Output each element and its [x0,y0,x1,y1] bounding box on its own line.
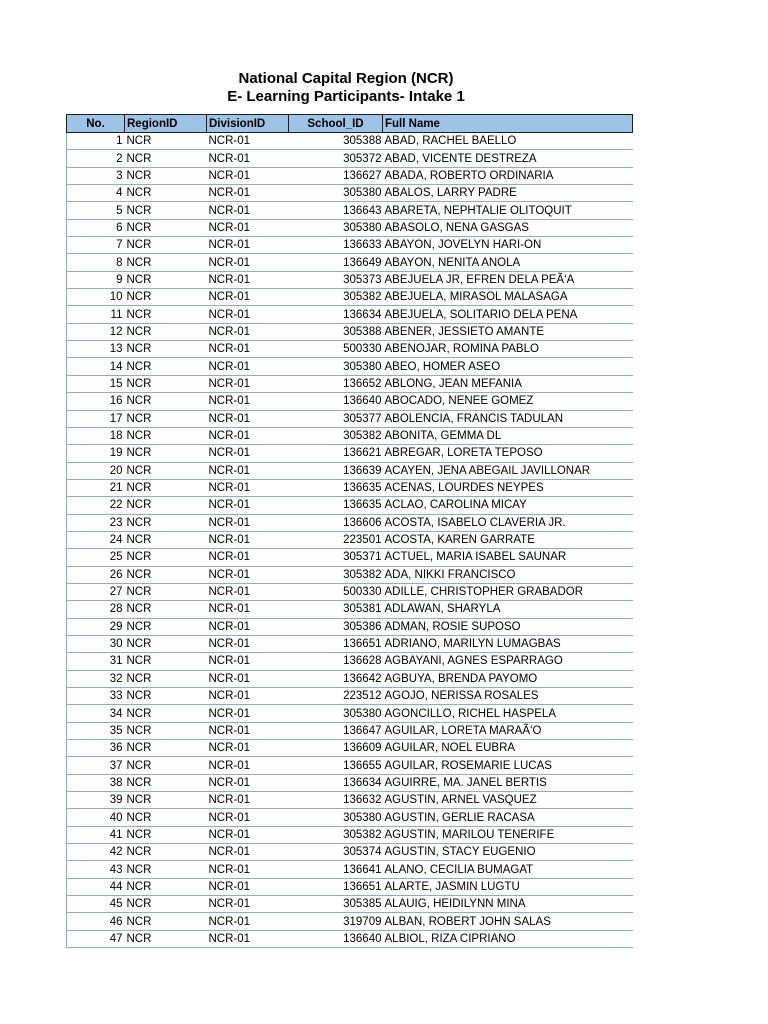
division-id-cell: NCR-01 [207,462,289,479]
division-id-cell: NCR-01 [207,306,289,323]
row-number: 40 [67,809,125,826]
school-id-cell: 305386 [289,618,383,635]
division-id-cell: NCR-01 [207,774,289,791]
table-row [67,601,633,618]
full-name-cell: ALAUIG, HEIDILYNN MINA [383,896,633,913]
school-id-cell: 136651 [289,635,383,652]
school-id-cell: 136628 [289,653,383,670]
table-row [67,757,633,774]
division-id-cell: NCR-01 [207,150,289,167]
region-id-cell: NCR [125,289,207,306]
school-id-cell: 305372 [289,150,383,167]
school-id-cell: 136606 [289,514,383,531]
division-id-cell: NCR-01 [207,688,289,705]
division-id-cell: NCR-01 [207,254,289,271]
table-row [67,566,633,583]
table-body [67,133,633,948]
school-id-cell: 136635 [289,479,383,496]
region-id-cell: NCR [125,930,207,947]
table-row [67,826,633,843]
division-id-cell: NCR-01 [207,341,289,358]
region-id-cell: NCR [125,740,207,757]
region-id-cell: NCR [125,219,207,236]
row-number: 4 [67,185,125,202]
full-name-cell: ABEO, HOMER ASEO [383,358,633,375]
region-id-cell: NCR [125,705,207,722]
school-id-cell: 305371 [289,549,383,566]
region-id-cell: NCR [125,514,207,531]
table-row [67,237,633,254]
table-row [67,792,633,809]
table-row [67,635,633,652]
row-number: 14 [67,358,125,375]
region-id-cell: NCR [125,688,207,705]
division-id-cell: NCR-01 [207,133,289,150]
table-row [67,202,633,219]
row-number: 45 [67,896,125,913]
region-id-cell: NCR [125,670,207,687]
full-name-cell: AGBUYA, BRENDA PAYOMO [383,670,633,687]
region-id-cell: NCR [125,497,207,514]
table-row [67,150,633,167]
region-id-cell: NCR [125,323,207,340]
full-name-cell: ABLONG, JEAN MEFANIA [383,375,633,392]
school-id-cell: 305382 [289,826,383,843]
row-number: 44 [67,878,125,895]
region-id-cell: NCR [125,358,207,375]
school-id-cell: 223512 [289,688,383,705]
full-name-cell: AGUILAR, ROSEMARIE LUCAS [383,757,633,774]
table-row [67,497,633,514]
page-title: National Capital Region (NCR) [238,70,454,87]
region-id-cell: NCR [125,445,207,462]
school-id-cell: 136643 [289,202,383,219]
school-id-cell: 305382 [289,427,383,444]
table-header-row [67,115,633,133]
division-id-cell: NCR-01 [207,358,289,375]
region-id-cell: NCR [125,133,207,150]
header-region-id: RegionID [125,115,207,133]
table-row [67,479,633,496]
region-id-cell: NCR [125,618,207,635]
full-name-cell: ABOCADO, NENEE GOMEZ [383,393,633,410]
row-number: 21 [67,479,125,496]
table-row [67,133,633,150]
row-number: 23 [67,514,125,531]
row-number: 18 [67,427,125,444]
school-id-cell: 136635 [289,497,383,514]
full-name-cell: ALBAN, ROBERT JOHN SALAS [383,913,633,930]
school-id-cell: 305374 [289,844,383,861]
region-id-cell: NCR [125,878,207,895]
division-id-cell: NCR-01 [207,757,289,774]
division-id-cell: NCR-01 [207,202,289,219]
school-id-cell: 319709 [289,913,383,930]
full-name-cell: AGUILAR, LORETA MARAÃ‘O [383,722,633,739]
full-name-cell: ADRIANO, MARILYN LUMAGBAS [383,635,633,652]
row-number: 2 [67,150,125,167]
row-number: 27 [67,583,125,600]
division-id-cell: NCR-01 [207,844,289,861]
row-number: 17 [67,410,125,427]
region-id-cell: NCR [125,913,207,930]
region-id-cell: NCR [125,393,207,410]
division-id-cell: NCR-01 [207,237,289,254]
table-row [67,393,633,410]
full-name-cell: ADMAN, ROSIE SUPOSO [383,618,633,635]
row-number: 11 [67,306,125,323]
row-number: 32 [67,670,125,687]
table-row [67,861,633,878]
division-id-cell: NCR-01 [207,635,289,652]
row-number: 19 [67,445,125,462]
row-number: 30 [67,635,125,652]
row-number: 33 [67,688,125,705]
division-id-cell: NCR-01 [207,514,289,531]
school-id-cell: 305381 [289,601,383,618]
division-id-cell: NCR-01 [207,583,289,600]
region-id-cell: NCR [125,271,207,288]
school-id-cell: 136621 [289,445,383,462]
table-row [67,670,633,687]
row-number: 47 [67,930,125,947]
full-name-cell: AGUILAR, NOEL EUBRA [383,740,633,757]
row-number: 6 [67,219,125,236]
full-name-cell: ADLAWAN, SHARYLA [383,601,633,618]
school-id-cell: 305382 [289,289,383,306]
full-name-cell: AGOJO, NERISSA ROSALES [383,688,633,705]
row-number: 26 [67,566,125,583]
division-id-cell: NCR-01 [207,601,289,618]
table-row [67,896,633,913]
full-name-cell: AGUSTIN, MARILOU TENERIFE [383,826,633,843]
school-id-cell: 136649 [289,254,383,271]
row-number: 38 [67,774,125,791]
region-id-cell: NCR [125,809,207,826]
full-name-cell: ACENAS, LOURDES NEYPES [383,479,633,496]
school-id-cell: 305380 [289,809,383,826]
region-id-cell: NCR [125,202,207,219]
region-id-cell: NCR [125,427,207,444]
full-name-cell: ABONITA, GEMMA DL [383,427,633,444]
header-no: No. [67,115,125,133]
row-number: 41 [67,826,125,843]
school-id-cell: 305388 [289,133,383,150]
school-id-cell: 305380 [289,705,383,722]
division-id-cell: NCR-01 [207,375,289,392]
region-id-cell: NCR [125,479,207,496]
division-id-cell: NCR-01 [207,445,289,462]
region-id-cell: NCR [125,549,207,566]
division-id-cell: NCR-01 [207,566,289,583]
school-id-cell: 136655 [289,757,383,774]
full-name-cell: ABAD, RACHEL BAELLO [383,133,633,150]
division-id-cell: NCR-01 [207,913,289,930]
school-id-cell: 136652 [289,375,383,392]
region-id-cell: NCR [125,566,207,583]
table-row [67,930,633,947]
table-row [67,531,633,548]
row-number: 28 [67,601,125,618]
region-id-cell: NCR [125,653,207,670]
school-id-cell: 305380 [289,185,383,202]
region-id-cell: NCR [125,254,207,271]
division-id-cell: NCR-01 [207,427,289,444]
table-row [67,445,633,462]
division-id-cell: NCR-01 [207,219,289,236]
full-name-cell: AGUSTIN, ARNEL VASQUEZ [383,792,633,809]
region-id-cell: NCR [125,237,207,254]
division-id-cell: NCR-01 [207,670,289,687]
division-id-cell: NCR-01 [207,393,289,410]
full-name-cell: ABENOJAR, ROMINA PABLO [383,341,633,358]
full-name-cell: AGBAYANI, AGNES ESPARRAGO [383,653,633,670]
division-id-cell: NCR-01 [207,878,289,895]
table-row [67,254,633,271]
table-row [67,341,633,358]
region-id-cell: NCR [125,757,207,774]
division-id-cell: NCR-01 [207,653,289,670]
full-name-cell: ACAYEN, JENA ABEGAIL JAVILLONAR [383,462,633,479]
table-row [67,618,633,635]
region-id-cell: NCR [125,792,207,809]
division-id-cell: NCR-01 [207,896,289,913]
table-row [67,809,633,826]
school-id-cell: 136651 [289,878,383,895]
row-number: 3 [67,167,125,184]
full-name-cell: ABAYON, JOVELYN HARI-ON [383,237,633,254]
full-name-cell: AGUSTIN, STACY EUGENIO [383,844,633,861]
table-row [67,289,633,306]
page-subtitle: E- Learning Participants- Intake 1 [227,88,465,105]
row-number: 31 [67,653,125,670]
full-name-cell: ABOLENCIA, FRANCIS TADULAN [383,410,633,427]
school-id-cell: 136609 [289,740,383,757]
school-id-cell: 136647 [289,722,383,739]
division-id-cell: NCR-01 [207,410,289,427]
region-id-cell: NCR [125,375,207,392]
division-id-cell: NCR-01 [207,549,289,566]
row-number: 46 [67,913,125,930]
division-id-cell: NCR-01 [207,271,289,288]
school-id-cell: 305380 [289,358,383,375]
full-name-cell: ACTUEL, MARIA ISABEL SAUNAR [383,549,633,566]
row-number: 22 [67,497,125,514]
table-row [67,913,633,930]
row-number: 37 [67,757,125,774]
school-id-cell: 305382 [289,566,383,583]
header-full-name: Full Name [383,115,633,133]
full-name-cell: ALARTE, JASMIN LUGTU [383,878,633,895]
full-name-cell: ABASOLO, NENA GASGAS [383,219,633,236]
table-row [67,774,633,791]
row-number: 15 [67,375,125,392]
table-row [67,844,633,861]
table-row [67,705,633,722]
full-name-cell: AGUIRRE, MA. JANEL BERTIS [383,774,633,791]
row-number: 24 [67,531,125,548]
school-id-cell: 500330 [289,341,383,358]
division-id-cell: NCR-01 [207,497,289,514]
full-name-cell: AGUSTIN, GERLIE RACASA [383,809,633,826]
school-id-cell: 500330 [289,583,383,600]
division-id-cell: NCR-01 [207,618,289,635]
table-row [67,271,633,288]
school-id-cell: 136632 [289,792,383,809]
table-row [67,722,633,739]
table-row [67,375,633,392]
row-number: 25 [67,549,125,566]
division-id-cell: NCR-01 [207,323,289,340]
school-id-cell: 305385 [289,896,383,913]
row-number: 20 [67,462,125,479]
division-id-cell: NCR-01 [207,930,289,947]
table-row [67,583,633,600]
division-id-cell: NCR-01 [207,722,289,739]
full-name-cell: ABAD, VICENTE DESTREZA [383,150,633,167]
region-id-cell: NCR [125,722,207,739]
full-name-cell: ACOSTA, ISABELO CLAVERIA JR. [383,514,633,531]
row-number: 10 [67,289,125,306]
school-id-cell: 136627 [289,167,383,184]
row-number: 13 [67,341,125,358]
division-id-cell: NCR-01 [207,479,289,496]
table-row [67,306,633,323]
table-row [67,688,633,705]
region-id-cell: NCR [125,861,207,878]
division-id-cell: NCR-01 [207,861,289,878]
row-number: 39 [67,792,125,809]
row-number: 12 [67,323,125,340]
row-number: 29 [67,618,125,635]
full-name-cell: ABEJUELA JR, EFREN DELA PEÃ‘A [383,271,633,288]
school-id-cell: 305377 [289,410,383,427]
division-id-cell: NCR-01 [207,826,289,843]
table-row [67,410,633,427]
region-id-cell: NCR [125,341,207,358]
full-name-cell: ABADA, ROBERTO ORDINARIA [383,167,633,184]
table-row [67,427,633,444]
full-name-cell: ABEJUELA, SOLITARIO DELA PENA [383,306,633,323]
region-id-cell: NCR [125,896,207,913]
region-id-cell: NCR [125,410,207,427]
school-id-cell: 136642 [289,670,383,687]
division-id-cell: NCR-01 [207,185,289,202]
row-number: 36 [67,740,125,757]
table-row [67,219,633,236]
division-id-cell: NCR-01 [207,792,289,809]
region-id-cell: NCR [125,774,207,791]
full-name-cell: ABREGAR, LORETA TEPOSO [383,445,633,462]
table-row [67,878,633,895]
region-id-cell: NCR [125,462,207,479]
school-id-cell: 136641 [289,861,383,878]
full-name-cell: ACOSTA, KAREN GARRATE [383,531,633,548]
region-id-cell: NCR [125,306,207,323]
table-row [67,358,633,375]
school-id-cell: 223501 [289,531,383,548]
row-number: 8 [67,254,125,271]
school-id-cell: 305380 [289,219,383,236]
full-name-cell: AGONCILLO, RICHEL HASPELA [383,705,633,722]
row-number: 7 [67,237,125,254]
row-number: 1 [67,133,125,150]
row-number: 35 [67,722,125,739]
school-id-cell: 136634 [289,306,383,323]
table-row [67,185,633,202]
division-id-cell: NCR-01 [207,289,289,306]
region-id-cell: NCR [125,844,207,861]
full-name-cell: ABEJUELA, MIRASOL MALASAGA [383,289,633,306]
school-id-cell: 136640 [289,930,383,947]
full-name-cell: ADA, NIKKI FRANCISCO [383,566,633,583]
table-row [67,462,633,479]
school-id-cell: 305388 [289,323,383,340]
division-id-cell: NCR-01 [207,809,289,826]
school-id-cell: 136634 [289,774,383,791]
full-name-cell: ALBIOL, RIZA CIPRIANO [383,930,633,947]
table-row [67,549,633,566]
participants-table [66,114,633,948]
table-row [67,740,633,757]
division-id-cell: NCR-01 [207,167,289,184]
table-row [67,653,633,670]
school-id-cell: 136633 [289,237,383,254]
table-row [67,323,633,340]
row-number: 43 [67,861,125,878]
region-id-cell: NCR [125,601,207,618]
full-name-cell: ABAYON, NENITA ANOLA [383,254,633,271]
region-id-cell: NCR [125,150,207,167]
school-id-cell: 136639 [289,462,383,479]
full-name-cell: ABENER, JESSIETO AMANTE [383,323,633,340]
header-school-id: School_ID [289,115,383,133]
row-number: 34 [67,705,125,722]
full-name-cell: ALANO, CECILIA BUMAGAT [383,861,633,878]
full-name-cell: ADILLE, CHRISTOPHER GRABADOR [383,583,633,600]
division-id-cell: NCR-01 [207,531,289,548]
table-row [67,514,633,531]
school-id-cell: 305373 [289,271,383,288]
division-id-cell: NCR-01 [207,740,289,757]
row-number: 42 [67,844,125,861]
region-id-cell: NCR [125,185,207,202]
full-name-cell: ABARETA, NEPHTALIE OLITOQUIT [383,202,633,219]
region-id-cell: NCR [125,531,207,548]
region-id-cell: NCR [125,635,207,652]
region-id-cell: NCR [125,583,207,600]
full-name-cell: ACLAO, CAROLINA MICAY [383,497,633,514]
region-id-cell: NCR [125,167,207,184]
header-division-id: DivisionID [207,115,289,133]
school-id-cell: 136640 [289,393,383,410]
region-id-cell: NCR [125,826,207,843]
row-number: 5 [67,202,125,219]
division-id-cell: NCR-01 [207,705,289,722]
full-name-cell: ABALOS, LARRY PADRE [383,185,633,202]
row-number: 16 [67,393,125,410]
table-row [67,167,633,184]
row-number: 9 [67,271,125,288]
